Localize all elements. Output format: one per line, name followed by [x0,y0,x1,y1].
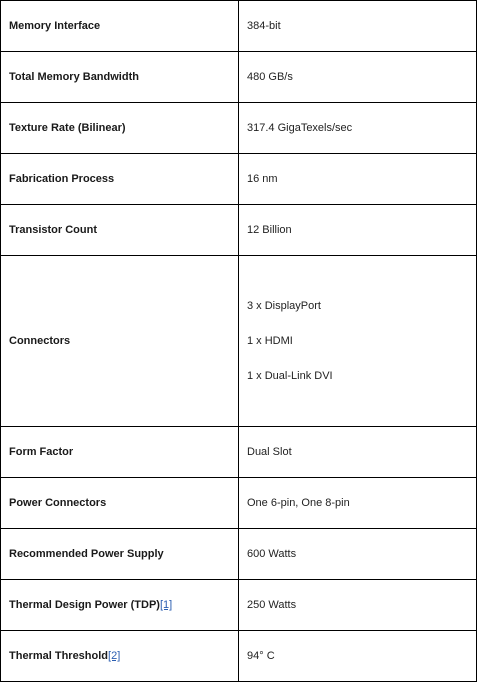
row-value: Dual Slot [239,427,477,478]
row-value-list [239,256,477,427]
table-row-power-connectors [1,478,477,529]
row-label: Power Connectors [1,478,239,529]
row-label: Texture Rate (Bilinear) [1,103,239,154]
row-label: Recommended Power Supply [1,529,239,580]
row-label: Memory Interface [1,1,239,52]
table-row-connectors [1,256,477,427]
table-row-total-memory-bandwidth [1,52,477,103]
row-value: 250 Watts [239,580,477,631]
row-label-cell [1,580,239,631]
table-row-recommended-power-supply [1,529,477,580]
row-value: One 6-pin, One 8-pin [239,478,477,529]
row-label: Thermal Threshold [9,650,109,662]
connector-item: 1 x HDMI [247,335,293,347]
table-row-tdp [1,580,477,631]
row-value: 94° C [239,631,477,682]
row-label: Total Memory Bandwidth [1,52,239,103]
row-label: Thermal Design Power (TDP) [9,599,160,611]
connector-item: 3 x DisplayPort [247,300,321,312]
row-value: 480 GB/s [239,52,477,103]
row-value: 16 nm [239,154,477,205]
connector-item: 1 x Dual-Link DVI [247,370,333,382]
row-label: Form Factor [1,427,239,478]
table-row-texture-rate [1,103,477,154]
footnote-link-2[interactable]: [2] [108,650,121,662]
table-row-transistor-count [1,205,477,256]
row-label: Connectors [1,256,239,427]
footnote-link-1[interactable]: [1] [159,599,173,611]
row-value: 384-bit [239,1,477,52]
table-row-memory-interface [1,1,477,52]
row-value: 12 Billion [239,205,477,256]
table-row-fabrication-process [1,154,477,205]
row-label-cell [1,631,239,682]
row-label: Fabrication Process [1,154,239,205]
table-row-thermal-threshold [1,631,477,682]
row-label: Transistor Count [1,205,239,256]
table-row-form-factor [1,427,477,478]
row-value: 317.4 GigaTexels/sec [239,103,477,154]
row-value: 600 Watts [239,529,477,580]
